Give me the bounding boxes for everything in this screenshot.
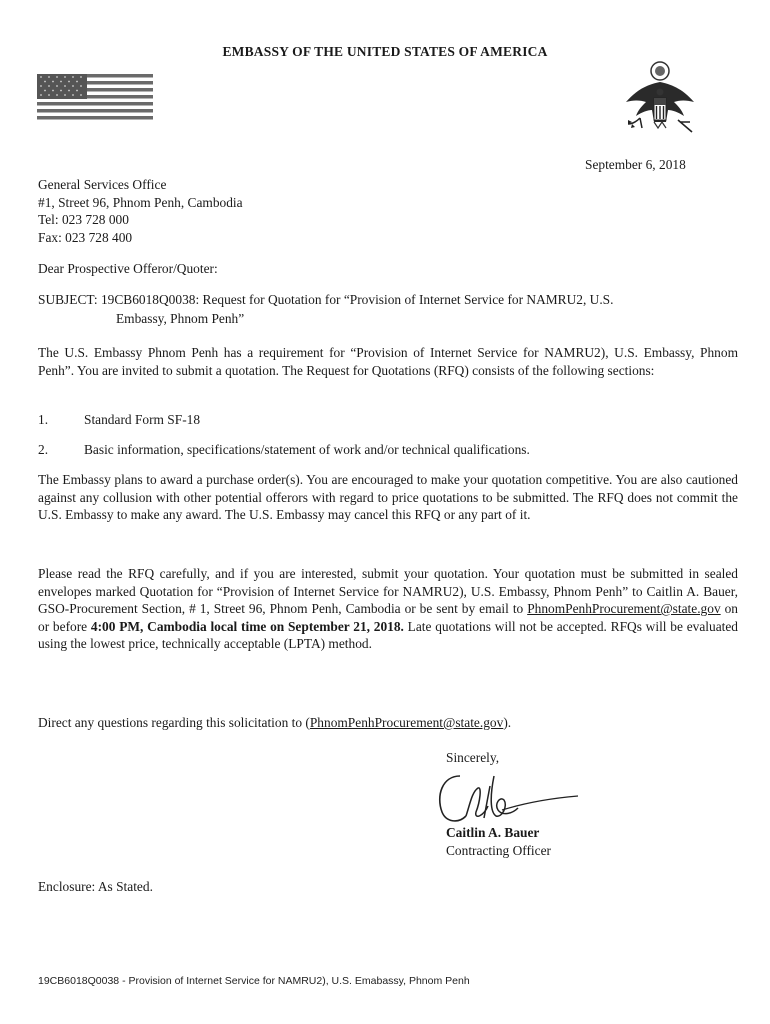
submission-text: on or before [38, 601, 738, 634]
section-item [38, 411, 200, 429]
section-number: 2. [38, 442, 49, 457]
section-text: Basic information, specifications/statement of work and/or technical qualifications. [84, 442, 530, 457]
office-name: General Services Office [38, 177, 167, 192]
signer-name: Caitlin A. Bauer [446, 825, 540, 840]
salutation: Dear Prospective Offeror/Quoter: [38, 261, 218, 276]
subject-text-2: Embassy, Phnom Penh” [116, 311, 245, 326]
subject-text-1: 19CB6018Q0038: Request for Quotation for “Provision of Internet Service for NAMRU2, U.S. [100, 292, 614, 307]
questions-close: ). [503, 715, 512, 730]
submission-text: Late quotations will not be accepted. RFQs will be evaluated using the lowest price, technically acceptable (LPTA) method. [38, 618, 738, 651]
page-footer: 19CB6018Q0038 - Provision of Internet Service for NAMRU2), U.S. Emabassy, Phnom Penh [38, 975, 470, 987]
section-item [38, 441, 530, 459]
sender-address [38, 176, 243, 246]
valediction: Sincerely, [446, 750, 500, 765]
enclosure-note: Enclosure: As Stated. [38, 879, 153, 894]
street-address: #1, Street 96, Phnom Penh, Cambodia [38, 194, 243, 210]
intro-paragraph: The U.S. Embassy Phnom Penh has a requirement for “Provision of Internet Service for NAMRU2), U.S. Embassy, Phnom Penh”. You are invited to submit a quotation. The Request for Quotations (RFQ) consists of the following sections: [38, 345, 738, 378]
submission-deadline: 4:00 PM, Cambodia local time on September 21, 2018. [90, 618, 404, 634]
subject-label: SUBJECT: [38, 292, 98, 307]
section-number: 1. [38, 412, 49, 427]
letterhead-title: EMBASSY OF THE UNITED STATES OF AMERICA [222, 44, 548, 59]
section-text: Standard Form SF-18 [84, 412, 201, 427]
us-flag-icon [37, 74, 153, 120]
telephone: Tel: 023 728 000 [38, 212, 129, 227]
questions-email-link[interactable]: PhnomPenhProcurement@state.gov [309, 715, 504, 730]
questions-text: Direct any questions regarding this solicitation to ( [38, 715, 310, 730]
award-paragraph: The Embassy plans to award a purchase order(s). You are encouraged to make your quotation competitive. You are also cautioned against any collusion with other potential offerors with regard to price quotations to be submitted. The RFQ does not commit the U.S. Embassy to make any award. The U.S. Embassy may cancel this RFQ or any part of it. [38, 472, 738, 522]
procurement-email-link[interactable]: PhnomPenhProcurement@state.gov [527, 601, 721, 616]
great-seal-icon [620, 58, 700, 142]
signature-icon [432, 766, 582, 830]
fax: Fax: 023 728 400 [38, 229, 133, 245]
signer-role: Contracting Officer [446, 843, 551, 858]
submission-paragraph [38, 565, 738, 653]
questions-line [38, 714, 738, 732]
submission-text: Please read the RFQ carefully, and if you are interested, submit your quotation. Your quotation must be submitted in sealed envelopes marked Quotation for “Provision of Internet Service for NAMRU2), U.S. Embassy, Phnom Penh” to Caitlin A. Bauer, GSO-Procurement Section, # 1, Street 96, Phnom Penh, Cambodia or be sent by email to [38, 566, 738, 616]
letter-date: September 6, 2018 [585, 157, 686, 172]
subject-line [38, 291, 738, 309]
